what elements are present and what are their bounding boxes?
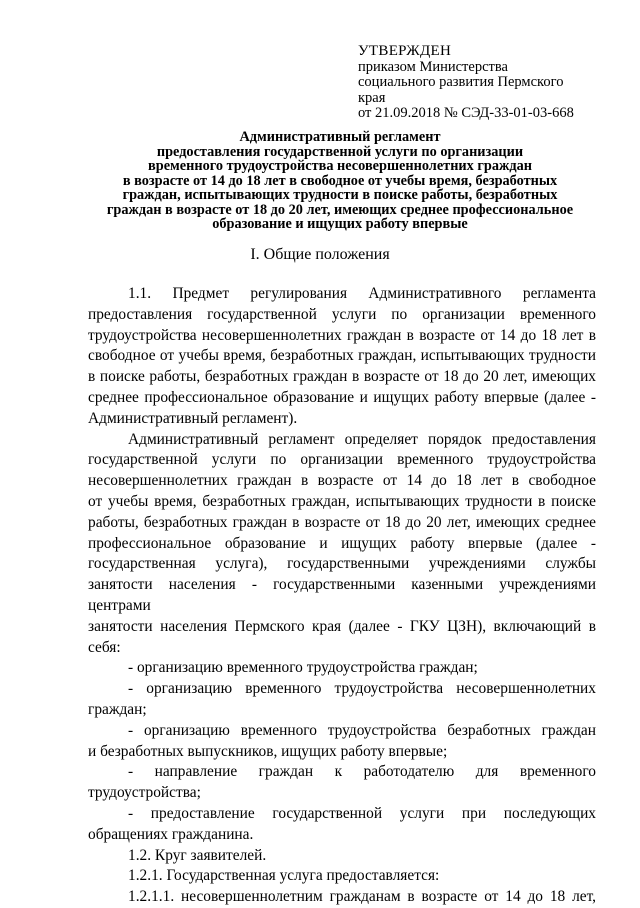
list-item	[88, 762, 596, 804]
approval-line: приказом Министерства	[358, 58, 508, 75]
text-line: занятости населения Пермского края (далее - ГКУ ЦЗН), включающий в себя:	[88, 617, 596, 656]
list-item	[88, 658, 596, 679]
text-line: 1.1. Предмет регулирования Административного регламента	[128, 285, 596, 302]
text-line: свободное от учебы время, безработных граждан, испытывающих трудности	[88, 347, 596, 365]
text-line: - предоставление государственной услуги при последующих	[128, 804, 596, 822]
text-line: предоставления государственной услуги по организации временного	[88, 305, 596, 323]
text-line: - направление граждан к работодателю для временного	[128, 763, 596, 781]
title-line: в возрасте от 14 до 18 лет в свободное от учебы время, безработных	[122, 172, 558, 189]
text-line: - организацию временного трудоустройства безработных граждан	[128, 721, 596, 739]
title-line: Административный регламент	[239, 129, 441, 145]
text-line: от учебы время, безработных граждан, испытывающих трудности в поиске	[88, 492, 596, 510]
approval-line: от 21.09.2018 № СЭД-33-01-03-668	[358, 105, 574, 121]
title-line: образование и ищущих работу впервые	[212, 216, 468, 232]
text-line: занятости населения - государственными казенными учреждениями центрами	[88, 576, 596, 614]
list-item	[88, 721, 596, 763]
paragraph-1-1	[88, 284, 596, 430]
text-line: и безработных выпускников, ищущих работу впервые;	[88, 742, 448, 760]
document-body	[88, 284, 596, 908]
text-line: трудоустройства;	[88, 784, 201, 802]
text-line: профессиональное образование и ищущих работу впервые (далее -	[88, 534, 596, 552]
approval-head: УТВЕРЖДЕН	[358, 43, 452, 59]
approval-line: социального развития Пермского	[358, 74, 564, 90]
text-line: обращениях гражданина.	[88, 825, 254, 843]
text-line: государственная услуга), государственными учреждениями службы	[88, 555, 596, 573]
document-title	[70, 130, 610, 232]
text-line: Административный регламент определяет порядок предоставления	[128, 430, 596, 448]
title-line: граждан в возрасте от 18 до 20 лет, имеющих среднее профессиональное	[106, 201, 574, 218]
text-line: 1.2. Круг заявителей.	[128, 846, 267, 864]
text-line: государственной услуги по организации временного трудоустройства	[88, 451, 596, 469]
text-line: - организацию временного трудоустройства граждан;	[128, 659, 478, 677]
list-item	[88, 804, 596, 846]
text-line: в поиске работы, безработных граждан в возрасте от 18 до 20 лет, имеющих	[88, 368, 596, 386]
text-line: - организацию временного трудоустройства несовершеннолетних	[128, 680, 596, 698]
text-line: Административный регламент).	[88, 409, 298, 427]
approval-line: края	[358, 89, 386, 106]
title-line: граждан, испытывающих трудности в поиске работы, безработных	[122, 187, 558, 203]
text-line: 1.2.1.1. несовершеннолетним гражданам в возрасте от 14 до 18 лет,	[128, 888, 596, 906]
text-line: несовершеннолетних граждан в возрасте от 14 до 18 лет в свободное	[88, 472, 596, 490]
paragraph-1-2-1	[88, 866, 596, 887]
paragraph-1-2	[88, 846, 596, 867]
approval-stamp	[358, 44, 618, 122]
text-line: 1.2.1. Государственная услуга предоставляется:	[128, 867, 440, 885]
text-line: среднее профессиональное образование и ищущих работу впервые (далее -	[88, 388, 596, 406]
title-line: предоставления государственной услуги по организации	[156, 143, 524, 160]
paragraph-scope	[88, 430, 596, 659]
section-heading: I. Общие положения	[250, 246, 390, 263]
text-line: граждан;	[88, 700, 147, 718]
text-line: трудоустройства несовершеннолетних граждан в возрасте от 14 до 18 лет в	[88, 326, 596, 344]
text-line: работы, безработных граждан в возрасте от 18 до 20 лет, имеющих среднее	[88, 513, 596, 531]
list-item	[88, 679, 596, 721]
title-line: временного трудоустройства несовершеннолетних граждан	[148, 158, 532, 174]
